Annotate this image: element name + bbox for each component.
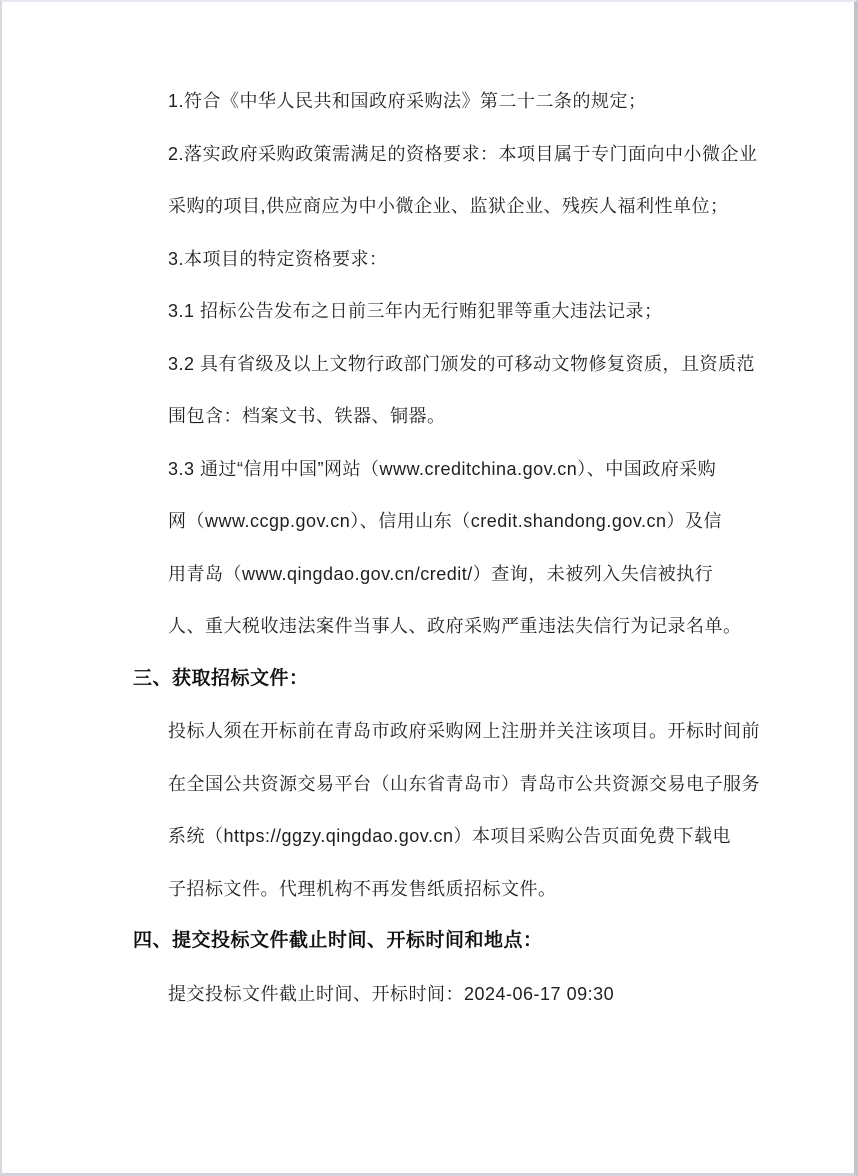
qualification-item-2-line-2: 采购的项目,供应商应为中小微企业、监狱企业、残疾人福利性单位； [168, 196, 729, 216]
qualification-item-3-1: 3.1 招标公告发布之日前三年内无行贿犯罪等重大违法记录； [168, 301, 663, 321]
qualification-item-2-line-1: 2.落实政府采购政策需满足的资格要求：本项目属于专门面向中小微企业 [168, 143, 758, 164]
qualification-item-3-3-line-3: 用青岛（www.qingdao.gov.cn/credit/）查询，未被列入失信被执行 [168, 563, 714, 584]
section-heading-submission-deadline: 四、提交投标文件截止时间、开标时间和地点： [133, 930, 543, 951]
section3-paragraph-line-1: 投标人须在开标前在青岛市政府采购网上注册并关注该项目。开标时间前 [168, 721, 760, 741]
qualification-item-3-2-line-2: 围包含：档案文书、铁器、铜器。 [168, 406, 446, 426]
section3-paragraph-line-2: 在全国公共资源交易平台（山东省青岛市）青岛市公共资源交易电子服务 [168, 773, 760, 794]
section3-paragraph-line-3: 系统（https://ggzy.qingdao.gov.cn）本项目采购公告页面免费下载电 [168, 826, 731, 846]
document-content [2, 2, 854, 1020]
section-heading-obtain-tender-documents: 三、获取招标文件： [133, 667, 309, 689]
qualification-item-3-3-line-4: 人、重大税收违法案件当事人、政府采购严重违法失信行为记录名单。 [168, 616, 742, 636]
qualification-item-1: 1.符合《中华人民共和国政府采购法》第二十二条的规定； [168, 91, 647, 111]
qualification-item-3-3-line-1: 3.3 通过“信用中国”网站（www.creditchina.gov.cn）、中国政府采购 [168, 458, 717, 479]
deadline-datetime-line: 提交投标文件截止时间、开标时间：2024-06-17 09:30 [168, 983, 615, 1004]
section3-paragraph-line-4: 子招标文件。代理机构不再发售纸质招标文件。 [168, 878, 557, 899]
qualification-item-3: 3.本项目的特定资格要求： [168, 248, 388, 269]
qualification-item-3-2-line-1: 3.2 具有省级及以上文物行政部门颁发的可移动文物修复资质，且资质范 [168, 353, 756, 374]
qualification-item-3-3-line-2: 网（www.ccgp.gov.cn）、信用山东（credit.shandong.gov.cn）及信 [168, 511, 723, 531]
